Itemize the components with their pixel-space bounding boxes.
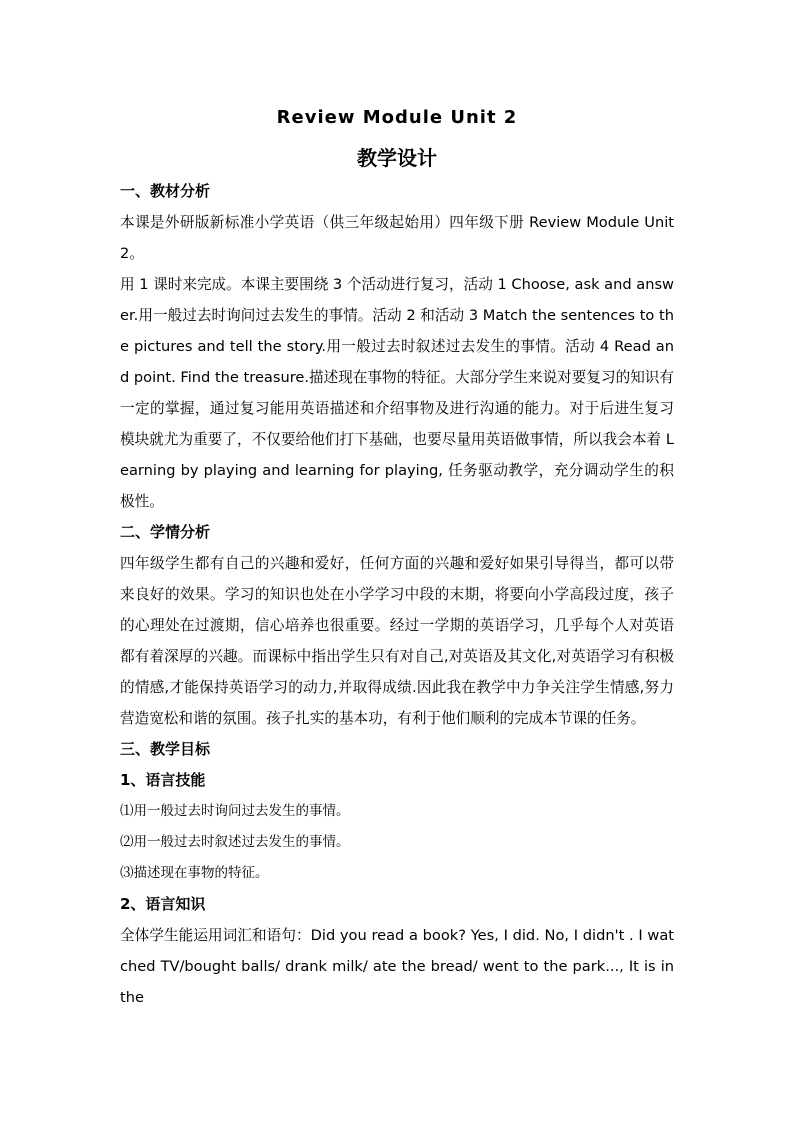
section-heading-textbook-analysis: 一、教材分析 [120, 182, 211, 200]
section-heading-student-analysis: 二、学情分析 [120, 523, 211, 541]
document-subtitle: 教学设计 [357, 146, 437, 170]
language-knowledge-paragraph: 全体学生能运用词汇和语句：Did you read a book? Yes, I did. No, I didn't . I watched TV/bought balls/ drank milk/ ate the bread/ went to the park..., It is in the [120, 927, 674, 1006]
student-analysis-paragraph: 四年级学生都有自己的兴趣和爱好，任何方面的兴趣和爱好如果引导得当，都可以带来良好的效果。学习的知识也处在小学学习中段的末期，将要向小学高段过度，孩子的心理处在过渡期，信心培养也很重要。经过一学期的英语学习，几乎每个人对英语都有着深厚的兴趣。而课标中指出学生只有对自己,对英语及其文化,对英语学习有积极的情感,才能保持英语学习的动力,并取得成绩.因此我在教学中力争关注学生情感,努力营造宽松和谐的氛围。孩子扎实的基本功，有利于他们顺利的完成本节课的任务。 [120, 555, 674, 727]
textbook-analysis-paragraph-1: 本课是外研版新标准小学英语（供三年级起始用）四年级下册 Review Module Unit 2。 [120, 214, 674, 262]
document-title: Review Module Unit 2 [276, 107, 518, 128]
subheading-language-knowledge: 2、语言知识 [120, 895, 206, 913]
textbook-analysis-paragraph-2: 用 1 课时来完成。本课主要围绕 3 个活动进行复习，活动 1 Choose, ask and answer.用一般过去时询问过去发生的事情。活动 2 和活动 3 Match the sentences to the pictures and tell the story.用一般过去时叙述过去发生的事情。活动 4 Read and point. Find the treasure.描述现在事物的特征。大部分学生来说对要复习的知识有一定的掌握，通过复习能用英语描述和介绍事物及进行沟通的能力。对于后进生复习模块就尤为重要了，不仅要给他们打下基础，也要尽量用英语做事情，所以我会本着 Learning by playing and learning for playing, 任务驱动教学，充分调动学生的积极性。 [120, 276, 674, 510]
document-page [120, 102, 674, 1013]
subheading-language-skills: 1、语言技能 [120, 771, 206, 789]
language-skill-item-2: ⑵用一般过去时叙述过去发生的事情。 [120, 834, 350, 850]
section-heading-teaching-goals: 三、教学目标 [120, 740, 211, 758]
language-skill-item-1: ⑴用一般过去时询问过去发生的事情。 [120, 803, 350, 819]
language-skill-item-3: ⑶描述现在事物的特征。 [120, 865, 269, 881]
